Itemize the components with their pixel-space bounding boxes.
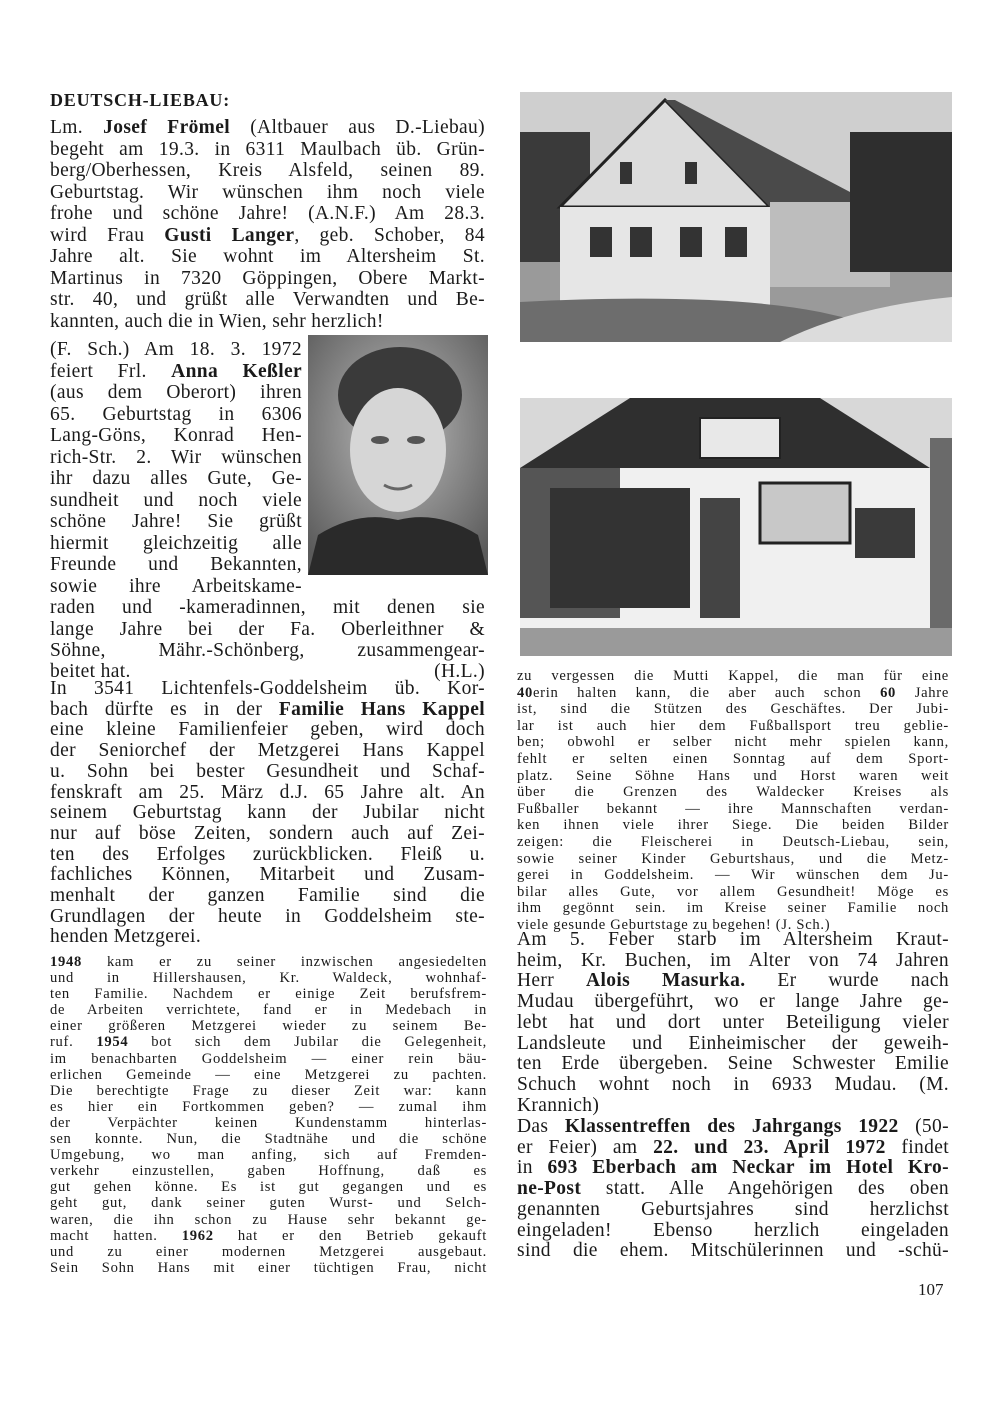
paragraph-kessler-narrow xyxy=(50,339,302,597)
text-line: menhalt der ganzen Familie sind die xyxy=(50,885,485,907)
text-line: Söhne, Mähr.-Schönberg, zusammengear- xyxy=(50,640,485,661)
text-line: sen konnte. Nun, die Stadtnähe und die schöne xyxy=(50,1131,487,1148)
text-line: Geburtstag. Wir wünschen ihm noch viele xyxy=(50,181,485,203)
text-line: feiert Frl. Anna Keßler xyxy=(50,360,302,382)
butcher-shop-photo-goddelsheim xyxy=(520,398,952,656)
text-line: und zu einer modernen Metzgerei ausgebaut. xyxy=(50,1243,487,1260)
text-line: ten des Erfolges zurückblicken. Fleiß u. xyxy=(50,843,485,865)
text-line: hiermit gleichzeitig alle xyxy=(50,532,302,554)
text-line: 65. Geburtstag in 6306 xyxy=(50,403,302,425)
text-line: begeht am 19.3. in 6311 Maulbach üb. Grün- xyxy=(50,138,485,160)
text-line: im benachbarten Goddelsheim — einer rein bäu- xyxy=(50,1050,487,1067)
text-line: str. 40, und grüßt alle Verwandten und Be- xyxy=(50,289,485,310)
text-line: lar ist auch hier dem Fußballsport treu geblie- xyxy=(517,717,949,734)
text-line: erlichen Gemeinde — eine Metzgerei zu pachten. xyxy=(50,1066,487,1083)
paragraph-masurka xyxy=(517,930,949,1116)
text-line: macht hatten. 1962 hat er den Betrieb gekauft xyxy=(50,1227,487,1244)
text-line: Grundlagen der heute in Goddelsheim ste- xyxy=(50,905,485,927)
text-line: lange Jahre bei der Fa. Oberleithner & xyxy=(50,618,485,640)
text-line: bilar alles Gute, vor allem Gesundheit! Möge es xyxy=(517,883,949,900)
text-line: ken ihnen viele ihrer Siege. Die beiden Bilder xyxy=(517,817,949,834)
author-signature: (H.L.) xyxy=(434,661,485,682)
text-line: heim, Kr. Buchen, im Alter von 74 Jahren xyxy=(517,949,949,971)
paragraph-kessler-wide xyxy=(50,597,485,662)
text-line: ihr dazu alles Gute, Ge- xyxy=(50,468,302,489)
text-line: henden Metzgerei. xyxy=(50,926,202,948)
text-line: In 3541 Lichtenfels-Goddelsheim üb. Kor- xyxy=(50,678,485,699)
text-line: bach dürfte es in der Familie Hans Kappel xyxy=(50,698,485,720)
text-line: geht gut, dank seiner guten Wurst- und Selch- xyxy=(50,1195,487,1212)
text-line: wird Frau Gusti Langer, geb. Schober, 84 xyxy=(50,224,485,246)
text-line: ten Familie. Nachdem er einige Zeit berufsfrem- xyxy=(50,986,487,1003)
text-line: Das Klassentreffen des Jahrgangs 1922 (50- xyxy=(517,1116,949,1137)
page-number: 107 xyxy=(918,1280,944,1299)
text-line: es hier ein Fortkommen geben? — zumal ihm xyxy=(50,1098,487,1115)
text-line: der Verpächter keinen Kundenstamm hinterlas- xyxy=(50,1114,487,1131)
text-line: Mudau übergeführt, wo er lange Jahre ge- xyxy=(517,991,949,1013)
section-heading: DEUTSCH-LIEBAU: xyxy=(50,90,231,110)
text-line: (aus dem Oberort) ihren xyxy=(50,382,302,403)
text-line: Martinus in 7320 Göppingen, Obere Markt- xyxy=(50,267,485,289)
text-line: platz. Seine Söhne Hans und Horst waren weit xyxy=(517,767,949,784)
paragraph-kappel xyxy=(50,679,485,948)
text-line: 40erin halten kann, die aber auch schon 60 Jahre xyxy=(517,684,949,701)
text-line: der Seniorchef der Metzgerei Hans Kappel xyxy=(50,740,485,762)
text-line: rich-Str. 2. Wir wünschen xyxy=(50,446,302,468)
text-line: in 693 Eberbach am Neckar im Hotel Kro- xyxy=(517,1157,949,1179)
text-line: berg/Oberhessen, Kreis Alsfeld, seinen 89. xyxy=(50,160,485,181)
text-line: fehlt er selten einen Sonntag auf dem Sport- xyxy=(517,750,949,767)
paragraph-froemel xyxy=(50,117,485,332)
text-line: gerei in Goddelsheim. — Wir wünschen dem Ju- xyxy=(517,867,949,884)
text-line: Schuch wohnt noch in 6933 Mudau. (M. xyxy=(517,1073,949,1095)
closing-text: beitet hat. xyxy=(50,661,131,682)
text-line: ihm gegönnt sein. im Kreise seiner Familie noch xyxy=(517,900,949,917)
text-line: seinem Geburtstag kann der Jubilar nicht xyxy=(50,802,485,824)
text-line: genannten Geburtsjahres sind herzlichst xyxy=(517,1198,949,1220)
text-line: über die Grenzen des Waldecker Kreises als xyxy=(517,784,949,801)
text-line: Landsleute und Einheimischer der geweih- xyxy=(517,1032,949,1054)
text-line: Freunde und Bekannten, xyxy=(50,554,302,575)
text-line: Lm. Josef Frömel (Altbauer aus D.-Liebau) xyxy=(50,117,485,138)
text-line: ruf. 1954 bot sich dem Jubilar die Gelegenheit, xyxy=(50,1034,487,1051)
text-line: fachliches Können, Mitarbeit und Zusam- xyxy=(50,864,485,886)
text-line: sowie seiner Kinder Geburtshaus, und die Metz- xyxy=(517,850,949,867)
text-line: (F. Sch.) Am 18. 3. 1972 xyxy=(50,339,302,360)
text-line: Herr Alois Masurka. Er wurde nach xyxy=(517,970,949,992)
text-line: und in Hillershausen, Kr. Waldeck, wohnhaf- xyxy=(50,970,487,987)
text-line: schöne Jahre! Sie grüßt xyxy=(50,511,302,532)
paragraph-kappel-history xyxy=(50,954,487,1276)
text-line: 1948 kam er zu seiner inzwischen angesiedelten xyxy=(50,954,487,970)
text-line: er Feier) am 22. und 23. April 1972 findet xyxy=(517,1136,949,1158)
text-line: ne-Post statt. Alle Angehörigen des oben xyxy=(517,1178,949,1200)
paragraph-kappel-continued xyxy=(517,668,949,934)
text-line: Fußballer bekannt — ihre Mannschaften verdan- xyxy=(517,800,949,817)
text-line: Umgebung, wo man anfing, sich auf Fremden- xyxy=(50,1147,487,1164)
text-line: viele gesunde Geburtstage zu begehen! (J. Sch.) xyxy=(517,916,831,933)
text-line: fenskraft am 25. März d.J. 65 Jahre alt. An xyxy=(50,781,485,803)
text-line: Jahre alt. Sie wohnt im Altersheim St. xyxy=(50,246,485,267)
text-line: sundheit und noch viele xyxy=(50,489,302,511)
text-line: eingeladen! Ebenso herzlich eingeladen xyxy=(517,1219,949,1241)
text-line: gut gehen könne. Es ist gut gegangen und es xyxy=(50,1179,487,1196)
text-line: sind die ehem. Mitschülerinnen und -schü- xyxy=(517,1240,949,1262)
text-line: lebt hat und dort unter Beteiligung vieler xyxy=(517,1011,949,1033)
text-line: ben; obwohl er selber nicht mehr spielen kann, xyxy=(517,734,949,751)
text-line: zeigen: die Fleischerei in Deutsch-Liebau, sein, xyxy=(517,833,949,850)
text-line: Die berechtigte Frage zu dieser Zeit war: kann xyxy=(50,1082,487,1099)
text-line: eine kleine Familienfeier geben, wird doch xyxy=(50,719,485,741)
text-line: zu vergessen die Mutti Kappel, die man für eine xyxy=(517,668,949,684)
house-photo-deutsch-liebau xyxy=(520,92,952,342)
text-line: waren, die ihn schon zu Hause sehr bekannt ge- xyxy=(50,1211,487,1228)
text-line: Krannich) xyxy=(517,1094,600,1116)
text-line: ist, sind die Stützen des Geschäftes. Der Jubi- xyxy=(517,701,949,718)
text-line: kannten, auch die in Wien, sehr herzlich! xyxy=(50,310,384,332)
text-line: einer größeren Metzgerei wieder zu seinem Be- xyxy=(50,1018,487,1035)
text-line: verkehr einzustellen, gaben Hoffnung, daß es xyxy=(50,1163,487,1180)
text-line: de Arbeiten verrichtete, fand er in Medebach in xyxy=(50,1002,487,1019)
text-line: Sein Sohn Hans mit einer tüchtigen Frau, nicht xyxy=(50,1259,487,1276)
text-line: ten Erde übergeben. Seine Schwester Emilie xyxy=(517,1053,949,1075)
text-line: raden und -kameradinnen, mit denen sie xyxy=(50,597,485,618)
text-line: Lang-Göns, Konrad Hen- xyxy=(50,425,302,446)
text-line: Am 5. Feber starb im Altersheim Kraut- xyxy=(517,929,949,950)
text-line: u. Sohn bei bester Gesundheit und Schaf- xyxy=(50,760,485,782)
text-line: nur auf böse Zeiten, sondern auch auf Zei- xyxy=(50,822,485,844)
text-line: sowie ihre Arbeitskame- xyxy=(50,575,302,597)
text-line: frohe und schöne Jahre! (A.N.F.) Am 28.3. xyxy=(50,203,485,224)
paragraph-klassentreffen xyxy=(517,1117,949,1262)
portrait-photo xyxy=(308,335,488,575)
